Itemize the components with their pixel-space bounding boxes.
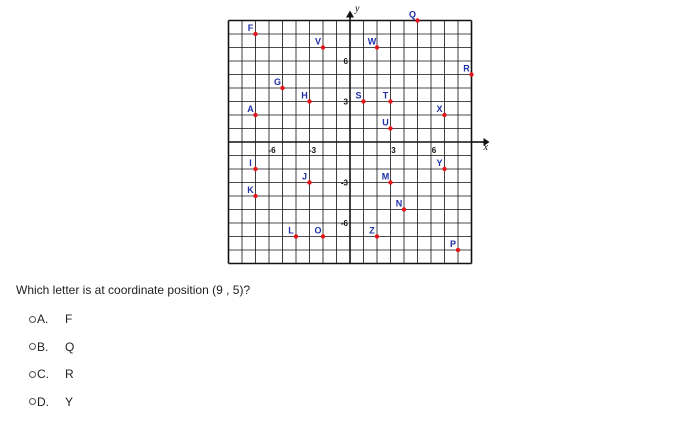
x-tick-label: -6 <box>268 146 276 155</box>
point-label: Z <box>369 225 375 236</box>
y-tick-label: 6 <box>343 57 348 66</box>
point-label: M <box>381 171 390 182</box>
point-marker <box>307 99 311 103</box>
point-label: P <box>449 239 457 249</box>
point-label: W <box>367 36 377 47</box>
point-label: Y <box>436 158 443 168</box>
x-tick-label: -3 <box>308 146 317 155</box>
option-letter: D. <box>37 394 49 409</box>
point-label: N <box>395 198 403 209</box>
x-axis-label: x <box>483 142 488 153</box>
option-d[interactable] <box>29 395 74 409</box>
point-label: G <box>273 77 282 87</box>
point-marker <box>388 99 392 103</box>
option-letter: C. <box>37 367 49 381</box>
option-a[interactable] <box>29 312 74 326</box>
grid-lines <box>229 21 472 264</box>
y-axis-label: y <box>355 3 360 15</box>
point-marker <box>388 126 392 130</box>
point-label: O <box>314 225 322 236</box>
point-marker <box>253 167 257 171</box>
option-letter: B. <box>37 339 49 354</box>
point-label: U <box>382 117 389 128</box>
point-label: X <box>436 104 443 114</box>
point-label: V <box>314 36 322 47</box>
point-label: F <box>247 23 254 33</box>
point-marker <box>294 234 298 238</box>
point-label: L <box>288 225 294 236</box>
point-marker <box>321 45 325 49</box>
radio-button[interactable] <box>29 343 36 350</box>
point-label: K <box>247 185 254 195</box>
point-label: Q <box>408 9 417 20</box>
radio-button[interactable] <box>29 398 36 405</box>
point-marker <box>442 167 446 171</box>
point-marker <box>442 113 446 117</box>
option-text: F <box>65 312 73 326</box>
option-text: Q <box>65 339 75 354</box>
option-letter: A. <box>37 312 49 326</box>
x-tick-label: 6 <box>431 146 437 155</box>
point-label: R <box>463 63 470 74</box>
point-label: S <box>355 90 362 101</box>
answer-options <box>29 312 74 422</box>
point-marker <box>402 207 406 211</box>
point-label: H <box>301 90 308 101</box>
question-text: Which letter is at coordinate position (9 , 5)? <box>16 283 251 297</box>
point-marker <box>253 32 257 36</box>
option-c[interactable] <box>29 367 74 381</box>
radio-button[interactable] <box>29 316 36 323</box>
point-marker <box>456 248 460 252</box>
point-marker <box>361 99 365 103</box>
point-marker <box>307 180 311 184</box>
y-axis-arrow-icon <box>346 11 354 18</box>
option-text: R <box>65 367 74 381</box>
y-tick-label: 3 <box>343 97 348 107</box>
y-tick-label: -6 <box>340 219 348 228</box>
y-tick-label: -3 <box>340 178 348 188</box>
x-tick-label: 3 <box>391 146 396 155</box>
point-label: A <box>247 104 254 114</box>
point-marker <box>253 113 257 117</box>
option-b[interactable] <box>29 340 74 354</box>
point-label: T <box>382 90 389 101</box>
option-text: Y <box>65 394 74 409</box>
point-marker <box>469 72 473 76</box>
point-marker <box>253 194 257 198</box>
point-label: I <box>249 158 252 168</box>
point-marker <box>375 234 379 238</box>
radio-button[interactable] <box>29 371 36 378</box>
point-label: J <box>301 171 308 182</box>
